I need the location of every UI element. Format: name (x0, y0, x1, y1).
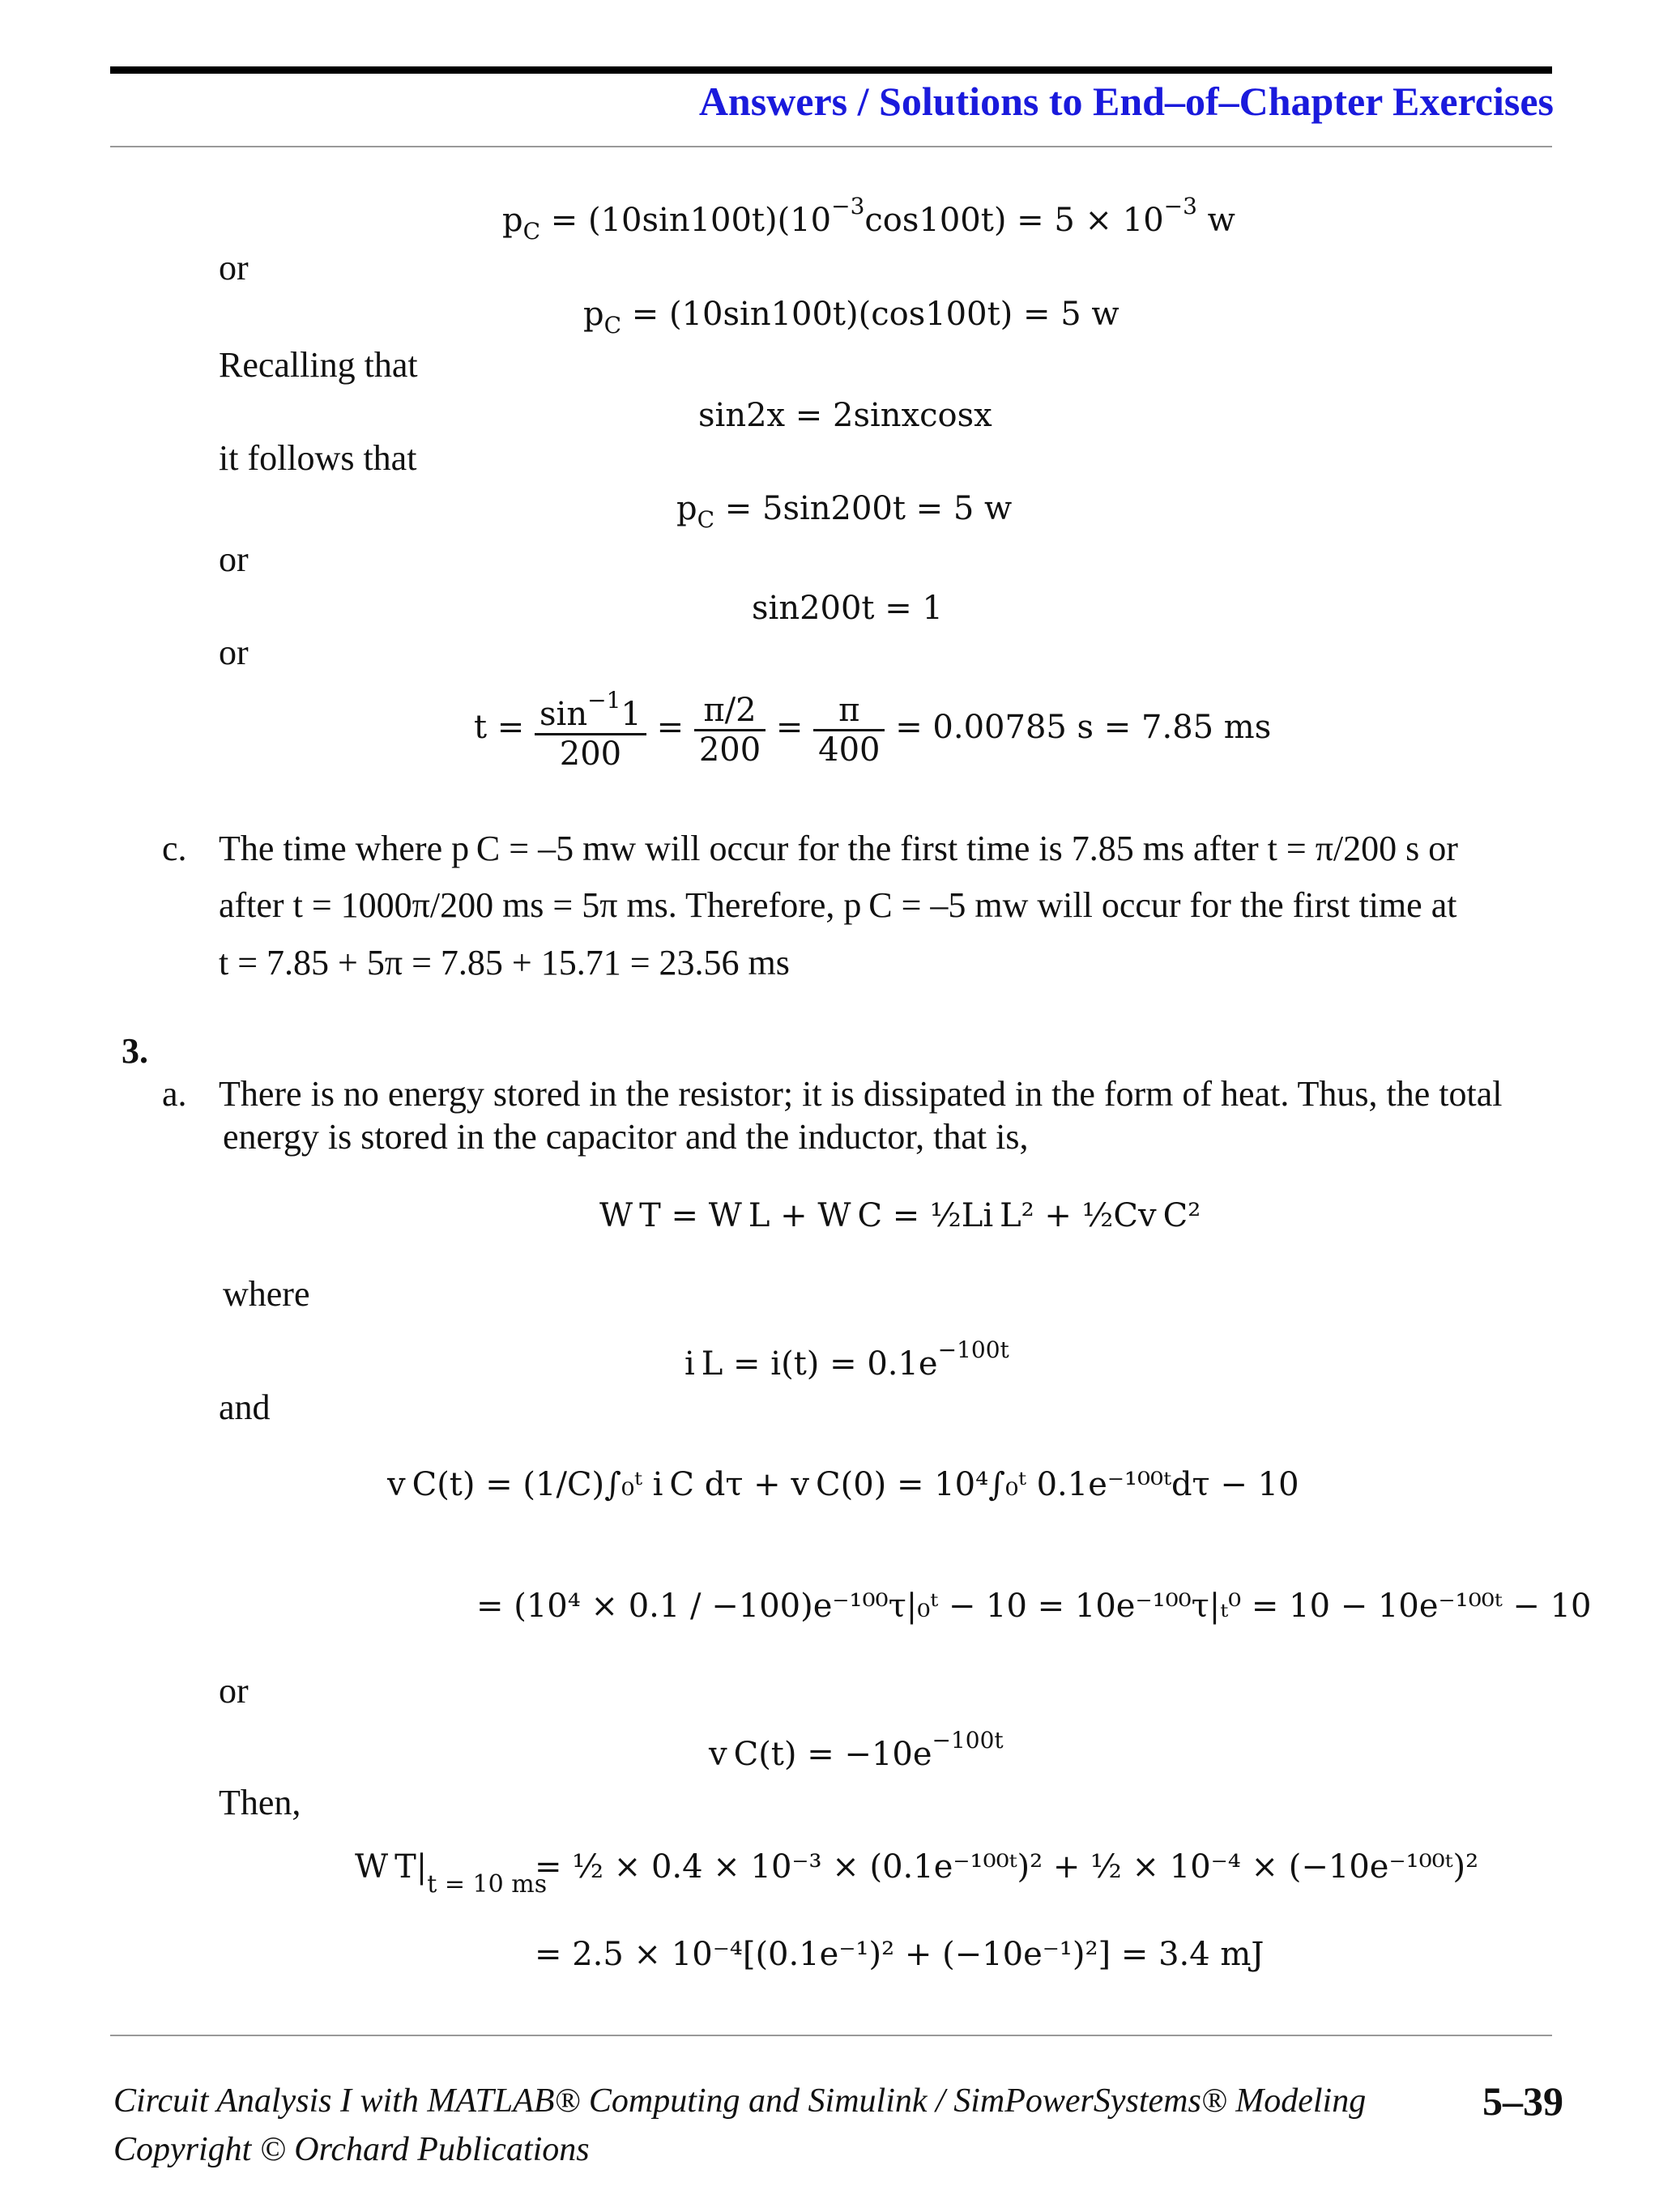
word-or-3: or (219, 633, 249, 672)
footer-book-title: Circuit Analysis I with MATLAB® Computing and Simulink / SimPowerSystems® Modeling (113, 2082, 1367, 2120)
part-c-label: c. (162, 829, 187, 868)
footer-copyright: Copyright © Orchard Publications (113, 2131, 590, 2168)
word-or-1: or (219, 248, 249, 288)
part-c-line-3: t = 7.85 + 5π = 7.85 + 15.71 = 23.56 ms (219, 943, 790, 982)
equation-sin2x: sin2x = 2sinxcosx (698, 397, 992, 434)
equation-wt-rhs: = ½ × 0.4 × 10⁻³ × (0.1e⁻¹⁰⁰ᵗ)² + ½ × 10⁻⁴ × (−10e⁻¹⁰⁰ᵗ)² (535, 1848, 1479, 1886)
equation-pc-2: $p_C = (10\sin 100t)(\cos 100t) = 5$ w (583, 296, 1120, 339)
word-then: Then, (219, 1783, 301, 1822)
equation-t-value: t = $\frac{\sin^{-1}1}{200}$ = $\frac{\pi/2}{200}$ = $\frac{\pi}{400}$ = 0.00785 s = 7.85 ms (474, 687, 1272, 773)
equation-total-energy: W T = W L + W C = ½Li L² + ½Cv C² (599, 1197, 1201, 1234)
part-c-line-2: after t = 1000π/200 ms = 5π ms. Therefore, p C = –5 mw will occur for the first time at (219, 885, 1457, 925)
word-follows: it follows that (219, 438, 417, 478)
problem-3-number: 3. (122, 1031, 148, 1071)
equation-pc-1: $p_C = (10\sin 100t)(10^{-3}\cos 100t) = 5 \times 10^{-3}$ w (502, 193, 1235, 245)
header-rule (110, 66, 1552, 74)
page-number: 5–39 (1482, 2078, 1563, 2124)
equation-pc-3: $p_C = 5\sin 200t = 5$ w (676, 490, 1013, 533)
equation-vc-evaluated: = (10⁴ × 0.1 / −100)e⁻¹⁰⁰τ|₀ᵗ − 10 = 10e⁻¹⁰⁰τ|ₜ⁰ = 10 − 10e⁻¹⁰⁰ᵗ − 10 (476, 1588, 1592, 1625)
footer-divider (110, 2035, 1552, 2036)
part-c-line-1: The time where p C = –5 mw will occur for the first time is 7.85 ms after t = π/200 s or (219, 829, 1458, 868)
word-and: and (219, 1387, 271, 1427)
word-or-4: or (219, 1671, 249, 1711)
part-a-line-1: There is no energy stored in the resistor; it is dissipated in the form of heat. Thus, the total (219, 1074, 1503, 1114)
equation-iL: i $L = i(t) = 0.1e^{-100t}$ (684, 1336, 1009, 1383)
equation-sin200t: sin200t = 1 (752, 590, 943, 627)
header-divider (110, 146, 1552, 147)
word-or-2: or (219, 539, 249, 579)
part-a-line-2: energy is stored in the capacitor and the inductor, that is, (223, 1117, 1029, 1157)
equation-vc-result: v $C(t) = -10e^{-100t}$ (709, 1727, 1004, 1773)
equation-vc-integral: v C(t) = (1/C)∫₀ᵗ i C dτ + v C(0) = 10⁴∫₀ᵗ 0.1e⁻¹⁰⁰ᵗdτ − 10 (387, 1466, 1299, 1503)
word-recalling: Recalling that (219, 345, 418, 385)
equation-wt-result: = 2.5 × 10⁻⁴[(0.1e⁻¹)² + (−10e⁻¹)²] = 3.4 mJ (535, 1936, 1265, 1973)
part-a-label: a. (162, 1074, 187, 1114)
page-header-title: Answers / Solutions to End–of–Chapter Exercises (698, 79, 1554, 124)
equation-wt-lhs: W $T|_{t = 10 ms}$ (355, 1848, 548, 1899)
word-where: where (223, 1274, 310, 1314)
